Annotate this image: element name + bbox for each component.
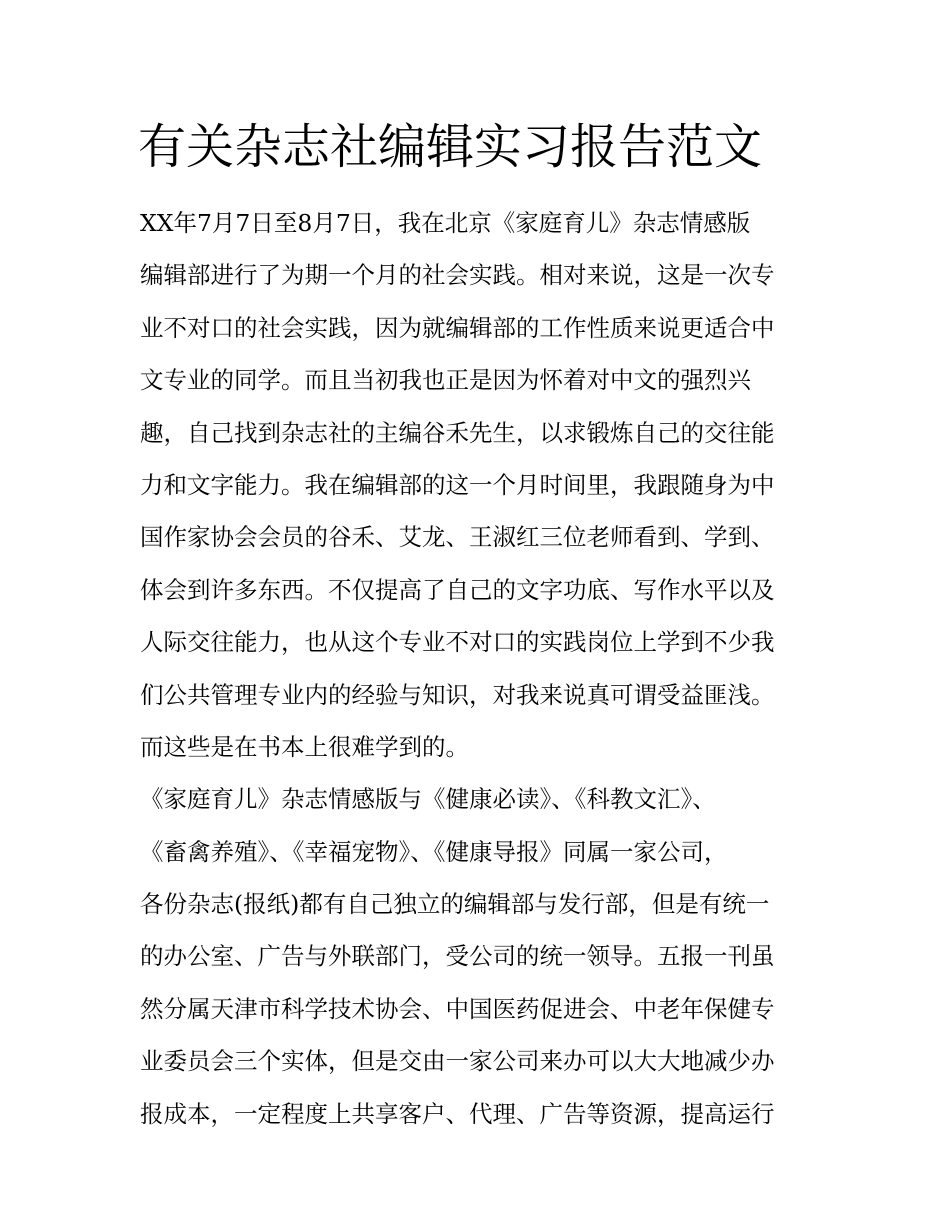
text-line: 然分属天津市科学技术协会、中国医药促进会、中老年保健专 xyxy=(140,994,775,1023)
text-line: 体会到许多东西。不仅提高了自己的文字功底、写作水平以及 xyxy=(140,575,775,604)
text-line: 《畜禽养殖》、《幸福宠物》、《健康导报》同属一家公司， xyxy=(140,837,728,866)
text-line: 业不对口的社会实践，因为就编辑部的工作性质来说更适合中 xyxy=(140,313,775,342)
text-line: 力和文字能力。我在编辑部的这一个月时间里，我跟随身为中 xyxy=(140,470,775,499)
text-line: 各份杂志(报纸)都有自己独立的编辑部与发行部，但是有统一 xyxy=(140,890,770,919)
text-line: 而这些是在书本上很难学到的。 xyxy=(140,732,469,761)
text-line: 文专业的同学。而且当初我也正是因为怀着对中文的强烈兴 xyxy=(140,366,751,395)
document-body xyxy=(140,197,830,1140)
text-line: 们公共管理专业内的经验与知识，对我来说真可谓受益匪浅。 xyxy=(140,680,775,709)
text-line: 的办公室、广告与外联部门，受公司的统一领导。五报一刊虽 xyxy=(140,942,775,971)
text-line: XX年7月7日至8月7日，我在北京《家庭育儿》杂志情感版 xyxy=(140,209,751,237)
text-line: 国作家协会会员的谷禾、艾龙、王淑红三位老师看到、学到、 xyxy=(140,523,775,552)
text-line: 业委员会三个实体，但是交由一家公司来办可以大大地减少办 xyxy=(140,1047,775,1076)
text-line: 《家庭育儿》杂志情感版与《健康必读》、《科教文汇》、 xyxy=(140,785,716,814)
text-line: 趣，自己找到杂志社的主编谷禾先生，以求锻炼自己的交往能 xyxy=(140,418,775,447)
text-line: 报成本，一定程度上共享客户、代理、广告等资源，提高运行 xyxy=(140,1099,775,1128)
text-line: 人际交往能力，也从这个专业不对口的实践岗位上学到不少我 xyxy=(140,628,775,657)
text-line: 编辑部进行了为期一个月的社会实践。相对来说，这是一次专 xyxy=(140,261,775,290)
document-title: 有关杂志社编辑实习报告范文 xyxy=(138,119,763,175)
